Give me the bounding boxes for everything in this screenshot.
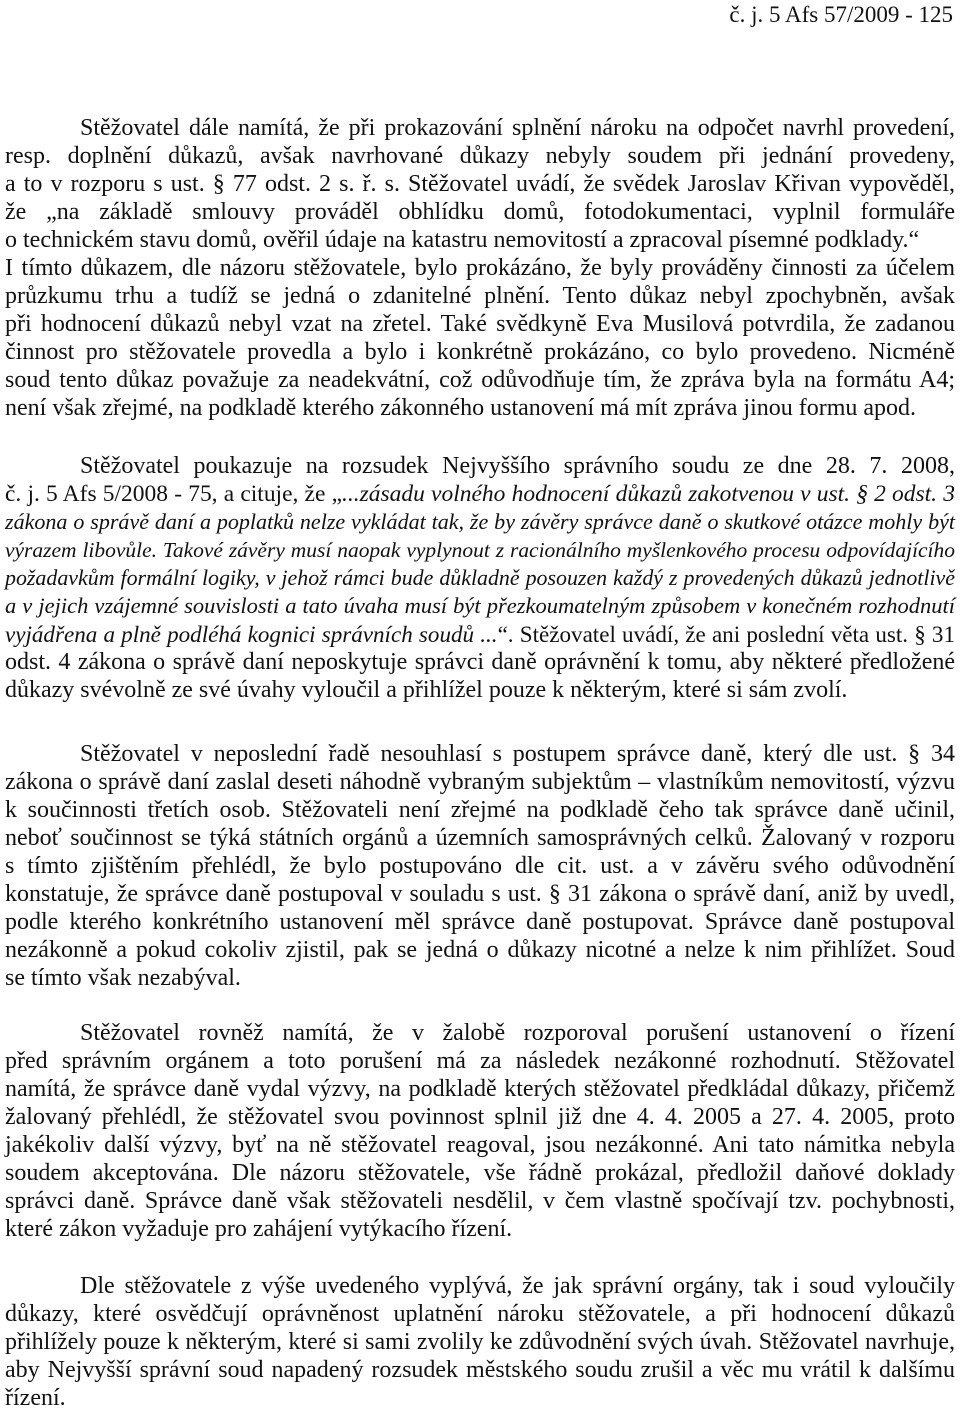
line-content [5, 311, 955, 337]
text-line [5, 1384, 955, 1412]
line-content [80, 453, 955, 479]
text-run: se tímto však nezabýval. [5, 965, 241, 991]
text-run: odst. 4 zákona o správě daní neposkytuje správci daně oprávnění k tomu, aby některé předložené [5, 649, 955, 675]
line-content [5, 769, 955, 795]
quoted-text: požadavkům formální logiky, v jehož rámci bude důkladně posouzen každý z provedených důkazů jednotlivě [5, 565, 955, 590]
quoted-text: výrazem libovůle. Takové závěry musí naopak vyplynout z racionálního myšlenkového procesu odpovídajícího [5, 538, 955, 562]
text-run: aby Nejvyšší správní soud napadený rozsudek městského soudu zrušil a věc mu vrátil k dalšímu [5, 1357, 955, 1383]
paragraph [5, 1272, 955, 1412]
body-text [5, 0, 955, 1416]
text-line [5, 964, 955, 992]
text-line [5, 114, 955, 142]
text-line [5, 1047, 955, 1075]
text-line [5, 824, 955, 852]
line-content [5, 255, 955, 281]
text-run: Stěžovatel rovněž namítá, že v žalobě rozporoval porušení ustanovení o řízení [80, 1020, 955, 1046]
text-line [5, 1272, 955, 1300]
text-run: podle kterého konkrétního ustanovení měl správce daně postupovat. Správce daně postupoval [5, 909, 955, 935]
text-run: I tímto důkazem, dle názoru stěžovatele, bylo prokázáno, že byly prováděny činnosti za účelem [5, 255, 955, 281]
line-content [5, 909, 955, 935]
line-content [80, 1273, 955, 1299]
text-line [5, 620, 955, 648]
line-content [5, 965, 241, 991]
text-run: namítá, že správce daně vydal výzvy, na podkladě kterých stěžovatel předkládal důkazy, přičemž [5, 1076, 955, 1102]
line-content [5, 677, 847, 703]
text-line [5, 880, 955, 908]
paragraph [5, 452, 955, 704]
text-line [5, 1131, 955, 1159]
text-line [5, 592, 955, 620]
text-run: Dle stěžovatele z výše uvedeného vyplývá, že jak správní orgány, tak i soud vyloučily [80, 1273, 955, 1299]
text-run: při hodnocení důkazů nebyl vzat na zřetel. Také svědkyně Eva Musilová potvrdila, že zadanou [5, 311, 955, 337]
text-run: konstatuje, že správce daně postupoval v souladu s ust. § 31 zákona o správě daní, aniž by uvedl, [5, 881, 955, 907]
text-run: o technickém stavu domů, ověřil údaje na katastru nemovitostí a zpracoval písemné podklady.“ [5, 227, 920, 253]
line-content [5, 797, 955, 823]
text-run: před správním orgánem a toto porušení má za následek nezákonné rozhodnutí. Stěžovatel [5, 1048, 955, 1074]
text-run: žalovaný přehlédl, že stěžovatel svou povinnost splnil již dne 4. 4. 2005 a 27. 4. 2005, proto [5, 1104, 955, 1130]
line-content [5, 481, 955, 507]
line-content [5, 1048, 955, 1074]
text-line [5, 1356, 955, 1384]
text-run: které zákon vyžaduje pro zahájení vytýkacího řízení. [5, 1216, 513, 1242]
text-run: a to v rozporu s ust. § 77 odst. 2 s. ř. s. Stěžovatel uvádí, že svědek Jaroslav Křivan vypověděl, [5, 171, 955, 197]
text-run: průzkumu trhu a tudíž se jedná o zdanitelné plnění. Tento důkaz nebyl zpochybněn, avšak [5, 283, 955, 309]
text-line [5, 1103, 955, 1131]
text-run: důkazy, které osvědčují oprávněnost uplatnění nároku stěžovatele, a při hodnocení důkazů [5, 1301, 955, 1327]
text-line [5, 852, 955, 880]
text-line [5, 564, 955, 592]
text-run: soud tento důkaz považuje za neadekvátní, což odůvodňuje tím, že zpráva byla na formátu A4; [5, 367, 955, 393]
line-content [5, 1216, 512, 1242]
line-content [5, 199, 955, 225]
text-line [5, 648, 955, 676]
text-line [5, 1075, 955, 1103]
text-run: k součinnosti třetích osob. Stěžovateli není zřejmé na podkladě čeho tak správce daně učinil, [5, 797, 955, 823]
text-run: jakékoliv další výzvy, byť na ně stěžovatel reagoval, jsou nezákonné. Ani tato námitka nebyla [5, 1132, 955, 1158]
line-content [5, 1385, 66, 1411]
text-line [5, 768, 955, 796]
line-content [5, 593, 955, 618]
line-content [80, 741, 955, 767]
line-content [5, 538, 955, 562]
paragraph [5, 114, 955, 422]
text-line [5, 740, 955, 768]
text-run: “. Stěžovatel uvádí, že ani poslední věta ust. § 31 [497, 621, 955, 647]
text-run: Stěžovatel poukazuje na rozsudek Nejvyššího správního soudu ze dne 28. 7. 2008, [80, 453, 955, 479]
line-content [5, 1104, 955, 1130]
text-line [5, 310, 955, 338]
line-content [5, 1329, 955, 1355]
text-line [5, 452, 955, 480]
text-run: soudem akceptována. Dle názoru stěžovatele, vše řádně prokázal, předložil daňové doklady [5, 1160, 955, 1186]
text-run: přihlížely pouze k některým, které si sami zvolily ke zdůvodnění svých úvah. Stěžovatel navrhuje, [5, 1329, 955, 1355]
text-run: důkazy svévolně ze své úvahy vyloučil a přihlížel pouze k některým, které si sám zvolí. [5, 677, 848, 703]
text-run: č. j. 5 Afs 5/2008 - 75, a cituje, že „ [5, 481, 343, 507]
text-line [5, 254, 955, 282]
text-run: činnost pro stěžovatele provedla a bylo i konkrétně prokázáno, co bylo provedeno. Nicméně [5, 339, 955, 365]
line-content [5, 143, 955, 169]
line-content [5, 1160, 955, 1186]
text-run: resp. doplnění důkazů, avšak navrhované důkazy nebyly soudem při jednání provedeny, [5, 143, 955, 169]
line-content [5, 227, 919, 253]
text-run: řízení. [5, 1385, 66, 1411]
text-run: že „na základě smlouvy prováděl obhlídku domů, fotodokumentaci, vyplnil formuláře [5, 199, 955, 225]
line-content [5, 367, 955, 393]
line-content [80, 115, 955, 141]
text-line [5, 170, 955, 198]
text-run: správci daně. Správce daně však stěžovateli nesdělil, v čem vlastně spočívají tzv. pochybnosti, [5, 1188, 955, 1214]
text-run: neboť součinnost se týká státních orgánů a územních samosprávných celků. Žalovaný v rozporu [5, 825, 955, 851]
text-line [5, 908, 955, 936]
text-line [5, 394, 955, 422]
text-line [5, 1019, 955, 1047]
text-line [5, 536, 955, 564]
paragraph [5, 1019, 955, 1243]
line-content [5, 1076, 955, 1102]
line-content [5, 1132, 955, 1158]
line-content [80, 1020, 955, 1046]
text-run: není však zřejmé, na podkladě kterého zákonného ustanovení má mít zpráva jinou formu apod. [5, 395, 917, 421]
text-line [5, 936, 955, 964]
line-content [5, 395, 916, 421]
line-content [5, 1301, 955, 1327]
line-content [5, 1188, 955, 1214]
text-line [5, 282, 955, 310]
text-line [5, 1215, 955, 1243]
text-line [5, 1328, 955, 1356]
text-line [5, 198, 955, 226]
text-line [5, 142, 955, 170]
text-run: nezákonně a pokud cokoliv zjistil, pak se jedná o důkazy nicotné a nelze k nim přihlížet. Soud [5, 937, 955, 963]
text-line [5, 508, 955, 536]
line-content [5, 509, 955, 534]
line-content [5, 171, 955, 197]
text-line [5, 1300, 955, 1328]
line-content [5, 339, 955, 365]
text-line [5, 366, 955, 394]
text-line [5, 1159, 955, 1187]
line-content [5, 937, 955, 963]
line-content [5, 1357, 955, 1383]
quoted-text: zákona o správě daní a poplatků nelze vykládat tak, že by závěry správce daně o skutkové otázce mohly být [5, 509, 955, 534]
line-content [5, 649, 955, 675]
case-number: č. j. 5 Afs 57/2009 - 125 [729, 2, 953, 27]
text-line [5, 338, 955, 366]
text-line [5, 676, 955, 704]
line-content [5, 853, 955, 879]
line-content [5, 881, 955, 907]
line-content [5, 565, 955, 590]
text-line [5, 480, 955, 508]
text-line [5, 796, 955, 824]
text-line [5, 226, 955, 254]
paragraph [5, 740, 955, 992]
quoted-text: ...zásadu volného hodnocení důkazů zakotvenou v ust. § 2 odst. 3 [342, 481, 955, 507]
text-run: Stěžovatel v neposlední řadě nesouhlasí s postupem správce daně, který dle ust. § 34 [80, 741, 955, 767]
text-run: zákona o správě daní zaslal deseti náhodně vybraným subjektům – vlastníkům nemovitostí, výzvu [5, 769, 955, 795]
text-run: s tímto zjištěním přehlédl, že bylo postupováno dle cit. ust. a v závěru svého odůvodnění [5, 853, 955, 879]
text-line [5, 1187, 955, 1215]
line-content [5, 283, 955, 309]
quoted-text: a v jejich vzájemné souvislosti a tato úvaha musí být přezkoumatelným způsobem v konečném rozhodnutí [5, 593, 955, 618]
text-run: Stěžovatel dále namítá, že při prokazování splnění nároku na odpočet navrhl provedení, [80, 115, 955, 141]
line-content [5, 621, 955, 647]
quoted-text: vyjádřena a plně podléhá kognici správních soudů ... [5, 621, 498, 647]
line-content [5, 825, 955, 851]
